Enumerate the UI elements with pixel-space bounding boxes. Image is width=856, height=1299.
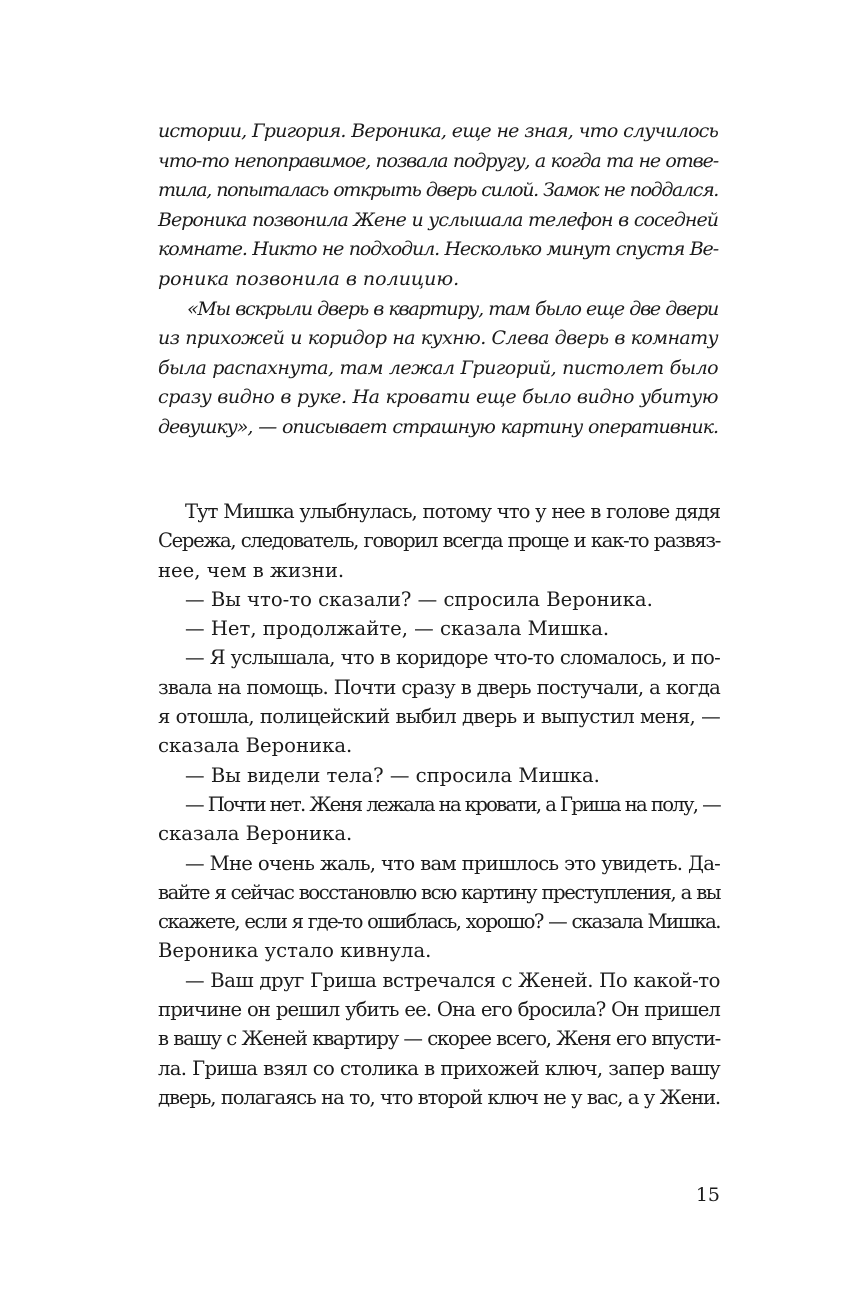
body-line: звала на помощь. Почти сразу в дверь постучали, а когда xyxy=(158,675,720,699)
body-line: — Ваш друг Гриша встречался с Женей. По какой-то xyxy=(185,968,720,992)
body-line: — Мне очень жаль, что вам пришлось это увидеть. Да- xyxy=(185,851,720,875)
body-line: я отошла, полицейский выбил дверь и выпустил меня, — xyxy=(158,705,720,729)
body-text-block xyxy=(158,497,720,1112)
body-line: дверь, полагаясь на то, что второй ключ не у вас, а у Жени. xyxy=(158,1085,720,1109)
body-line: Вероника устало кивнула. xyxy=(158,939,432,963)
quote-line: Вероника позвонила Жене и услышала телефон в соседней xyxy=(158,208,718,231)
quote-line: тила, попыталась открыть дверь силой. Замок не поддался. xyxy=(158,179,718,202)
body-line: сказала Вероника. xyxy=(158,734,353,758)
body-line: Сережа, следователь, говорил всегда проще и как-то развяз- xyxy=(158,529,720,553)
quote-line: сразу видно в руке. На кровати еще было видно убитую xyxy=(158,386,718,409)
body-line: в вашу с Женей квартиру — скорее всего, Женя его впусти- xyxy=(158,1027,720,1051)
quote-line: девушку», — описывает страшную картину оперативник. xyxy=(158,415,718,438)
body-line: — Вы видели тела? — спросила Мишка. xyxy=(185,763,600,787)
body-line: ла. Гриша взял со столика в прихожей ключ, запер вашу xyxy=(158,1056,720,1080)
quote-line: истории, Григория. Вероника, еще не зная, что случилось xyxy=(158,120,718,142)
body-line: — Вы что-то сказали? — спросила Вероника. xyxy=(185,587,653,611)
quote-line: что-то непоправимое, позвала подругу, а когда та не отве- xyxy=(158,149,718,172)
body-line: Тут Мишка улыбнулась, потому что у нее в голове дядя xyxy=(185,500,720,523)
body-line: — Я услышала, что в коридоре что-то сломалось, и по- xyxy=(185,646,720,670)
quote-line: комнате. Никто не подходил. Несколько минут спустя Ве- xyxy=(158,238,718,261)
body-line: нее, чем в жизни. xyxy=(158,558,345,582)
body-line: — Почти нет. Женя лежала на кровати, а Гриша на полу, — xyxy=(185,792,720,816)
quote-line: из прихожей и коридор на кухню. Слева дверь в комнату xyxy=(158,327,718,350)
body-line: причине он решил убить ее. Она его бросила? Он пришел xyxy=(158,998,720,1022)
quote-line: «Мы вскрыли дверь в квартиру, там было еще две двери xyxy=(187,297,718,320)
page-number: 15 xyxy=(695,1184,720,1206)
quote-line: роника позвонила в полицию. xyxy=(158,267,460,290)
body-line: — Нет, продолжайте, — сказала Мишка. xyxy=(185,617,610,641)
body-line: сказала Вероника. xyxy=(158,822,353,846)
quote-line: была распахнута, там лежал Григорий, пистолет было xyxy=(158,356,718,379)
body-line: скажете, если я где-то ошиблась, хорошо? — сказала Мишка. xyxy=(158,910,720,934)
body-line: вайте я сейчас восстановлю всю картину преступления, а вы xyxy=(158,880,720,904)
italic-quote-block xyxy=(158,117,718,443)
